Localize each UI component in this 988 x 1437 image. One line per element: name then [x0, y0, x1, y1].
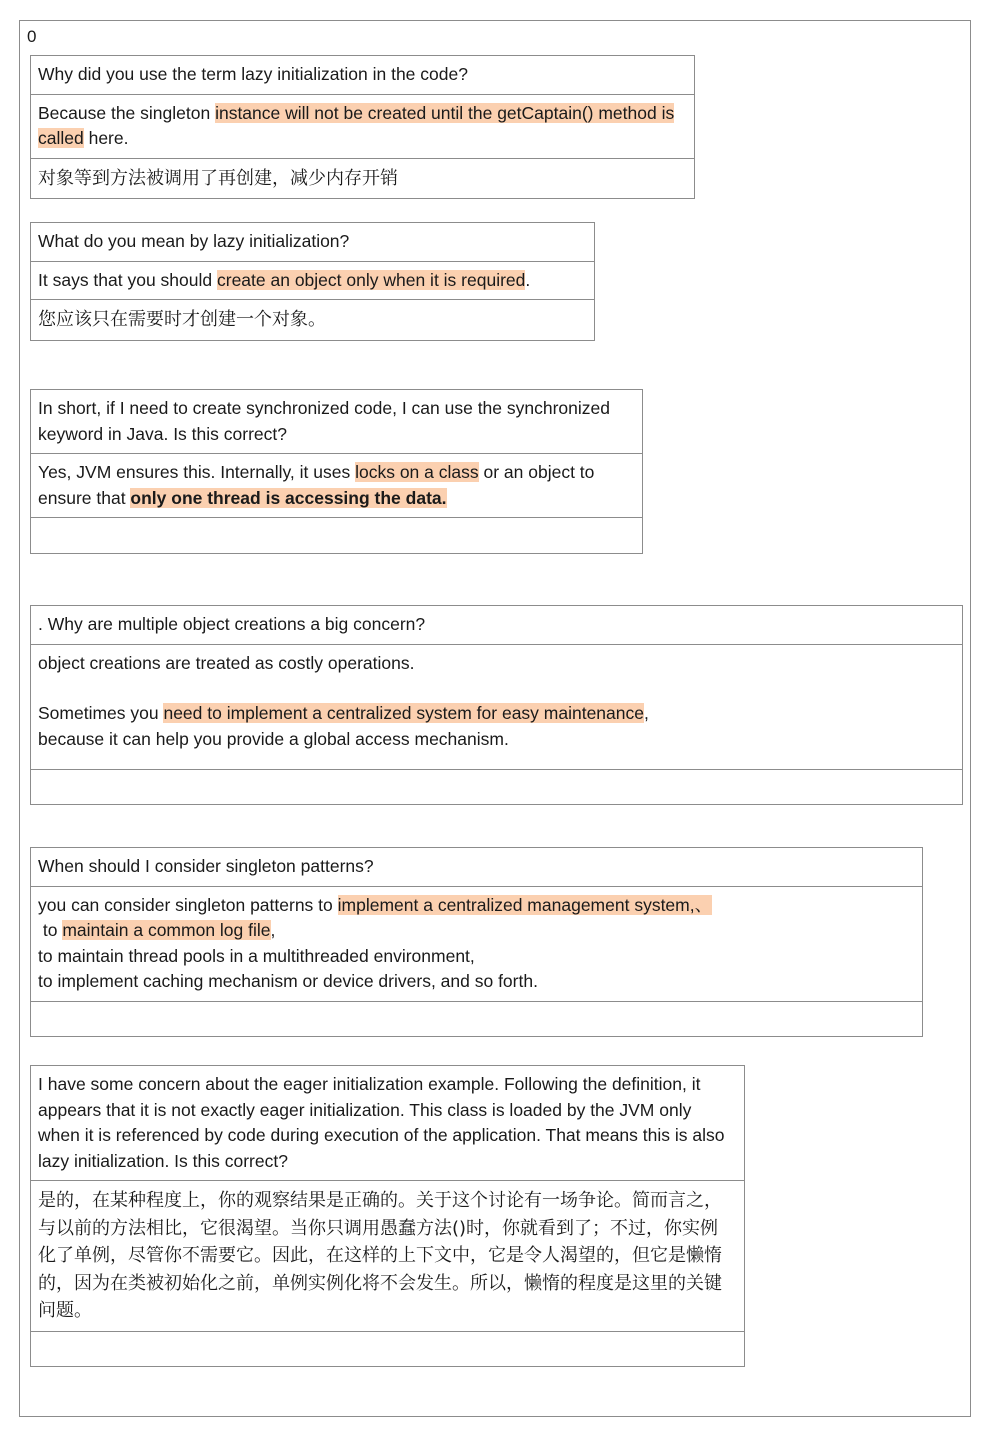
answer-highlight: implement a centralized management system,、 — [337, 894, 713, 915]
answer-cell — [31, 886, 923, 1001]
answer-cell: 是的，在某种程度上，你的观察结果是正确的。关于这个讨论有一场争论。简而言之，与以前的方法相比，它很渴望。当你只调用愚蠢方法()时，你就看到了；不过，你实例化了单例，尽管你不需要它。因此，在这样的上下文中，它是令人渴望的，但它是懒惰的，因为在类被初始化之前，单例实例化将不会发生。所以，懒惰的程度是这里的关键问题。 — [31, 1181, 745, 1332]
answer-cell — [31, 94, 695, 158]
page-number: 0 — [27, 27, 37, 46]
answer-highlight-bold: only one thread is accessing the data. — [130, 487, 447, 508]
answer-cell — [31, 644, 963, 769]
answer-text: to — [42, 920, 63, 940]
translation-cell — [31, 1331, 745, 1366]
qa-table-eager-initialization — [30, 1065, 745, 1367]
answer-text: , — [270, 920, 276, 940]
answer-text: Yes, JVM ensures this. Internally, it uses — [38, 462, 356, 482]
answer-text: Because the singleton — [38, 102, 216, 123]
translation-cell: 您应该只在需要时才创建一个对象。 — [31, 300, 595, 341]
answer-text: , — [644, 703, 649, 723]
answer-text: you can consider singleton patterns to — [38, 894, 338, 915]
question-cell: In short, if I need to create synchronized code, I can use the synchronized keyword in Java. Is this correct? — [31, 390, 643, 454]
qa-table-lazy-term — [30, 55, 695, 199]
translation-cell: 对象等到方法被调用了再创建，减少内存开销 — [31, 158, 695, 199]
answer-text: here. — [83, 128, 129, 148]
answer-text: because it can help you provide a global access mechanism. — [38, 728, 509, 749]
qa-table-when-singleton — [30, 847, 923, 1037]
answer-highlight: maintain a common log file — [62, 920, 271, 940]
translation-cell — [31, 1001, 923, 1036]
answer-text: It says that you should — [38, 269, 217, 290]
qa-table-lazy-meaning — [30, 222, 595, 341]
question-cell: What do you mean by lazy initialization? — [31, 223, 595, 262]
answer-text: . — [525, 269, 531, 290]
translation-cell — [31, 769, 963, 804]
answer-text: or an object to ensure that — [38, 462, 595, 508]
answer-cell — [31, 454, 643, 518]
translation-cell — [31, 518, 643, 554]
answer-highlight: need to implement a centralized system for easy maintenance — [163, 703, 644, 723]
answer-text: to maintain thread pools in a multithreaded environment, — [38, 945, 475, 966]
answer-highlight: instance will not be created until the getCaptain() method is called — [38, 102, 675, 148]
answer-text: object creations are treated as costly operations. — [38, 652, 415, 673]
question-cell: Why did you use the term lazy initialization in the code? — [31, 56, 695, 95]
question-cell: I have some concern about the eager initialization example. Following the definition, it appears that it is not exactly eager initialization. This class is loaded by the JVM only when it is referenced by code during execution of the application. That means this is also lazy initialization. Is this correct? — [31, 1066, 745, 1181]
question-cell: When should I consider singleton patterns? — [31, 848, 923, 887]
answer-text: to implement caching mechanism or device drivers, and so forth. — [38, 971, 538, 991]
answer-highlight: locks on a class — [355, 462, 479, 482]
answer-cell — [31, 261, 595, 300]
answer-highlight: create an object only when it is required — [217, 269, 526, 290]
answer-text: Sometimes you — [38, 703, 164, 723]
question-cell: . Why are multiple object creations a big concern? — [31, 606, 963, 645]
qa-table-multiple-objects — [30, 605, 963, 805]
qa-table-synchronized — [30, 389, 643, 554]
